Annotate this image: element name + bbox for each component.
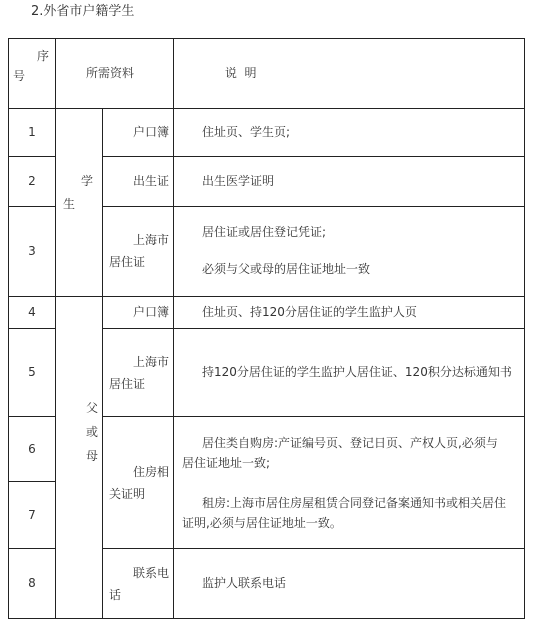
- material-cell: [103, 329, 174, 417]
- section-heading: 2.外省市户籍学生: [31, 4, 135, 19]
- material-cell: [103, 109, 174, 157]
- group-parent: [56, 297, 103, 619]
- header-seq: [9, 39, 56, 109]
- desc-line: 证明,必须与居住证地址一致。: [182, 515, 342, 530]
- table-row: [9, 109, 525, 157]
- header-seq-line2: 号: [13, 69, 26, 83]
- desc-cell: 出生医学证明: [174, 157, 525, 206]
- desc-line: 必须与父或母的居住证地址一致: [202, 262, 371, 277]
- material-text: 户口簿: [133, 125, 170, 140]
- header-desc-text: 说 明: [224, 66, 257, 80]
- row-number: 2: [9, 157, 56, 206]
- material-line: 上海市: [133, 354, 170, 369]
- desc-cell-housing: [174, 417, 525, 549]
- desc-cell: 住址页、学生页;: [174, 109, 525, 157]
- group-parent-line3: 母: [86, 449, 99, 463]
- material-line: 上海市: [133, 233, 170, 248]
- desc-line: 居住类自购房:产证编号页、登记日页、产权人页,必须与: [202, 435, 498, 450]
- material-line: 联系电: [133, 565, 170, 580]
- desc-cell: 持120分居住证的学生监护人居住证、120积分达标通知书: [174, 329, 525, 417]
- row-number: 6: [9, 417, 56, 482]
- row-number: 3: [9, 206, 56, 297]
- header-materials: [56, 39, 174, 109]
- desc-line: 居住证地址一致;: [182, 455, 271, 470]
- material-text: 户口簿: [133, 305, 170, 319]
- row-number: 8: [9, 549, 56, 619]
- row-number: 1: [9, 109, 56, 157]
- material-cell: [103, 297, 174, 329]
- material-cell: [103, 206, 174, 297]
- desc-line: 租房:上海市居住房屋租赁合同登记备案通知书或相关居住: [202, 495, 507, 510]
- desc-cell: 住址页、持120分居住证的学生监护人页: [174, 297, 525, 329]
- material-line: 话: [109, 587, 122, 602]
- desc-cell: [174, 206, 525, 297]
- group-student: [56, 109, 103, 297]
- header-seq-line1: 序: [36, 49, 49, 63]
- row-number: 4: [9, 297, 56, 329]
- material-text: 出生证: [133, 173, 170, 188]
- row-number: 5: [9, 329, 56, 417]
- material-line: 居住证: [109, 376, 146, 391]
- required-documents-table: [8, 38, 525, 619]
- material-line: 住房相: [133, 464, 170, 479]
- material-cell: [103, 549, 174, 619]
- material-line: 关证明: [109, 486, 146, 501]
- row-number: 7: [9, 482, 56, 549]
- header-desc: [174, 39, 525, 109]
- header-materials-text: 所需资料: [86, 66, 135, 80]
- group-student-line1: 学: [81, 174, 94, 188]
- group-parent-line2: 或: [86, 425, 99, 439]
- material-line: 居住证: [109, 255, 146, 270]
- desc-line: 居住证或居住登记凭证;: [202, 225, 327, 240]
- group-parent-line1: 父: [86, 401, 99, 415]
- material-cell: [103, 157, 174, 206]
- table-row: [9, 297, 525, 329]
- group-student-line2: 生: [63, 197, 76, 211]
- desc-cell: 监护人联系电话: [174, 549, 525, 619]
- material-cell-housing: [103, 417, 174, 549]
- table-header-row: [9, 39, 525, 109]
